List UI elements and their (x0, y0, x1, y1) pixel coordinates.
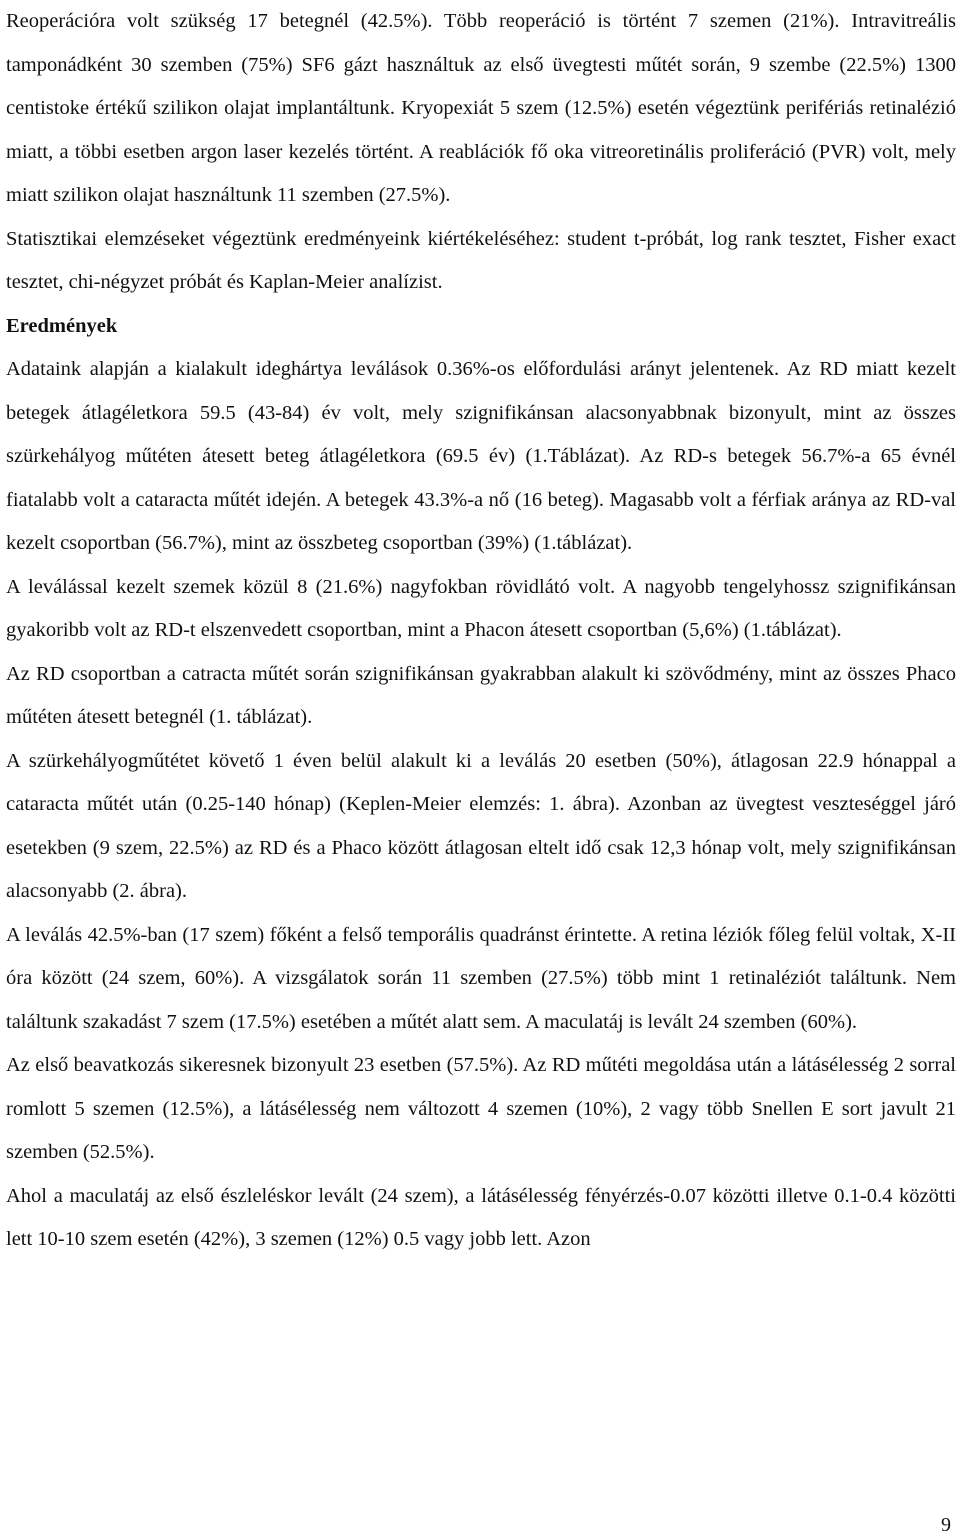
section-heading-results: Eredmények (6, 314, 118, 337)
page-number: 9 (941, 1514, 951, 1536)
paragraph-results-location: A leválás 42.5%-ban (17 szem) főként a felső temporális quadránst érintette. A retina léziók főleg felül voltak, X-II óra között (24 szem, 60%). A vizsgálatok során 11 szemben (27.5%) több mint 1 retinaléziót találtunk. Nem találtunk szakadást 7 szem (17.5%) esetében a műtét alatt sem. A maculatáj is levált 24 szemben (60%). (6, 923, 956, 1033)
paragraph-results-complications: Az RD csoportban a catracta műtét során szignifikánsan gyakrabban alakult ki szövődmény, mint az összes Phaco műtéten átesett betegnél (1. táblázat). (6, 662, 956, 728)
paragraph-statistics: Statisztikai elemzéseket végeztünk eredményeink kiértékeléséhez: student t-próbát, log rank tesztet, Fisher exact tesztet, chi-négyzet próbát és Kaplan-Meier analízist. (6, 227, 956, 293)
paragraph-results-incidence: Adataink alapján a kialakult ideghártya leválások 0.36%-os előfordulási arányt jelentenek. Az RD miatt kezelt betegek átlagéletkora 59.5 (43-84) év volt, mely szignifikánsan alacsonyabbnak bizonyult, mint az összes szürkehályog műtéten átesett beteg átlagéletkora (69.5 év) (1.Táblázat). Az RD-s betegek 56.7%-a 65 évnél fiatalabb volt a cataracta műtét idején. A betegek 43.3%-a nő (16 beteg). Magasabb volt a férfiak aránya az RD-val kezelt csoportban (56.7%), mint az összbeteg csoportban (39%) (1.táblázat). (6, 358, 956, 554)
paragraph-results-myopia: A leválással kezelt szemek közül 8 (21.6%) nagyfokban rövidlátó volt. A nagyobb tengelyhossz szignifikánsan gyakoribb volt az RD-t elszenvedett csoportban, mint a Phacon átesett csoportban (5,6%) (1.táblázat). (6, 575, 956, 641)
document-page (6, 0, 956, 1262)
paragraph-results-macula: Ahol a maculatáj az első észleléskor levált (24 szem), a látásélesség fényérzés-0.07 közötti illetve 0.1-0.4 közötti lett 10-10 szem esetén (42%), 3 szemen (12%) 0.5 vagy jobb lett. Azon (6, 1184, 956, 1250)
paragraph-results-timing: A szürkehályogműtétet követő 1 éven belül alakult ki a leválás 20 esetben (50%), átlagosan 22.9 hónappal a cataracta műtét után (0.25-140 hónap) (Keplen-Meier elemzés: 1. ábra). Azonban az üvegtest veszteséggel járó esetekben (9 szem, 22.5%) az RD és a Phaco között átlagosan eltelt idő csak 12,3 hónap volt, mely szignifikánsan alacsonyabb (2. ábra). (6, 749, 956, 902)
paragraph-reoperation: Reoperációra volt szükség 17 betegnél (42.5%). Több reoperáció is történt 7 szemen (21%). Intravitreális tamponádként 30 szemben (75%) SF6 gázt használtuk az első üvegtesti műtét során, 9 szembe (22.5%) 1300 centistoke értékű szilikon olajat implantáltunk. Kryopexiát 5 szem (12.5%) esetén végeztünk perifériás retinalézió miatt, a többi esetben argon laser kezelés történt. A reablációk fő oka vitreoretinális proliferáció (PVR) volt, mely miatt szilikon olajat használtunk 11 szemben (27.5%). (6, 10, 956, 206)
paragraph-results-outcome: Az első beavatkozás sikeresnek bizonyult 23 esetben (57.5%). Az RD műtéti megoldása után a látásélesség 2 sorral romlott 5 szemen (12.5%), a látásélesség nem változott 4 szemen (10%), 2 vagy több Snellen E sort javult 21 szemben (52.5%). (6, 1054, 956, 1163)
